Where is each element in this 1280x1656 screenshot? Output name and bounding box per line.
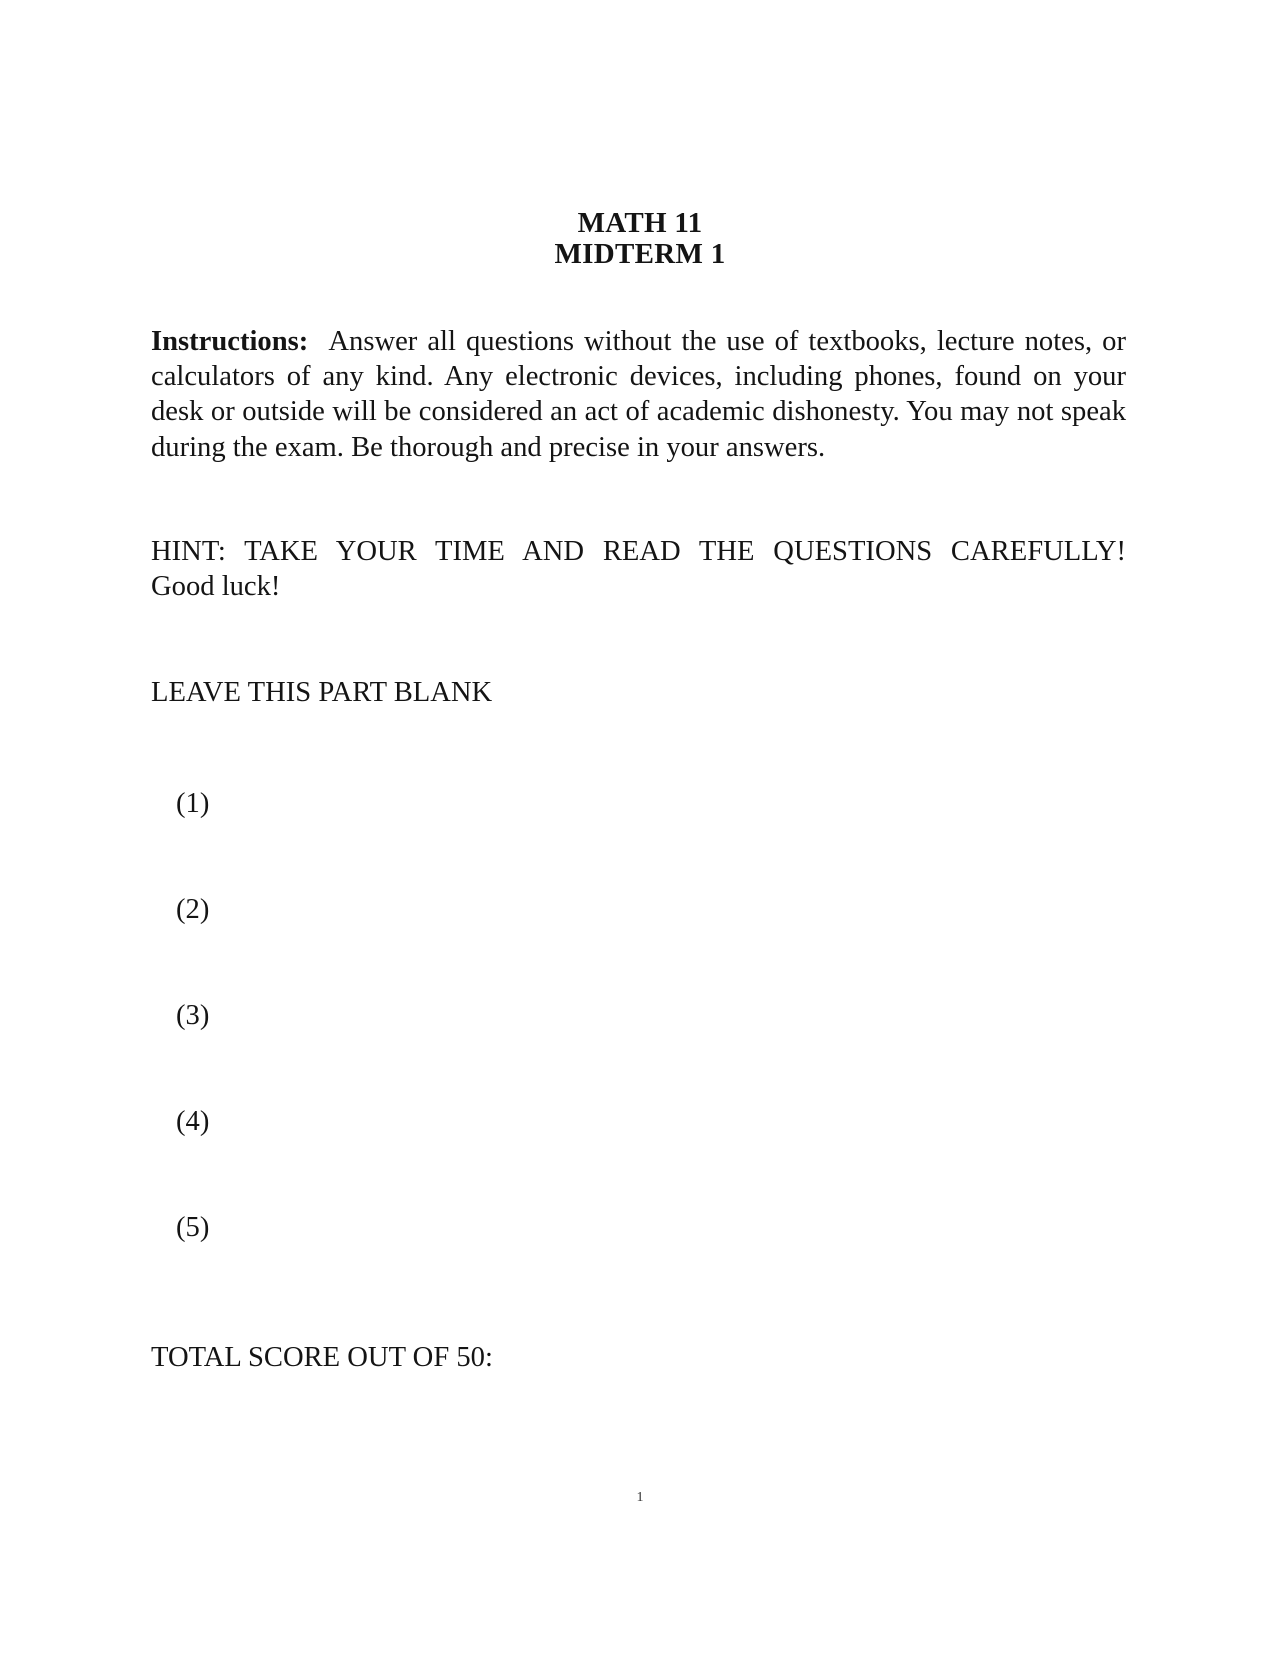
score-item-4: (4) bbox=[176, 1106, 210, 1137]
total-score-label: TOTAL SCORE OUT OF 50: bbox=[151, 1342, 493, 1373]
exam-title bbox=[0, 208, 1280, 270]
good-luck-text: Good luck! bbox=[151, 571, 281, 603]
hint-paragraph bbox=[151, 534, 1126, 604]
hint-text: HINT: TAKE YOUR TIME AND READ THE QUESTIONS CAREFULLY! bbox=[151, 536, 1126, 567]
exam-name: MIDTERM 1 bbox=[554, 238, 726, 270]
instructions-paragraph bbox=[151, 324, 1126, 465]
score-item-3: (3) bbox=[176, 1000, 210, 1031]
course-title: MATH 11 bbox=[577, 207, 703, 239]
instructions-text: Answer all questions without the use of textbooks, lecture notes, or calculators of any kind. Any electronic devices, including phones, found on your desk or outside will be considered an act of academic dishonesty. You may not speak during the exam. Be thorough and precise in your answers. bbox=[151, 326, 1127, 463]
score-item-5: (5) bbox=[176, 1212, 210, 1243]
instructions-label: Instructions: bbox=[151, 326, 309, 357]
grading-section-heading: LEAVE THIS PART BLANK bbox=[151, 677, 493, 708]
score-item-2: (2) bbox=[176, 894, 210, 925]
page-number: 1 bbox=[636, 1490, 644, 1505]
score-item-1: (1) bbox=[176, 788, 210, 819]
